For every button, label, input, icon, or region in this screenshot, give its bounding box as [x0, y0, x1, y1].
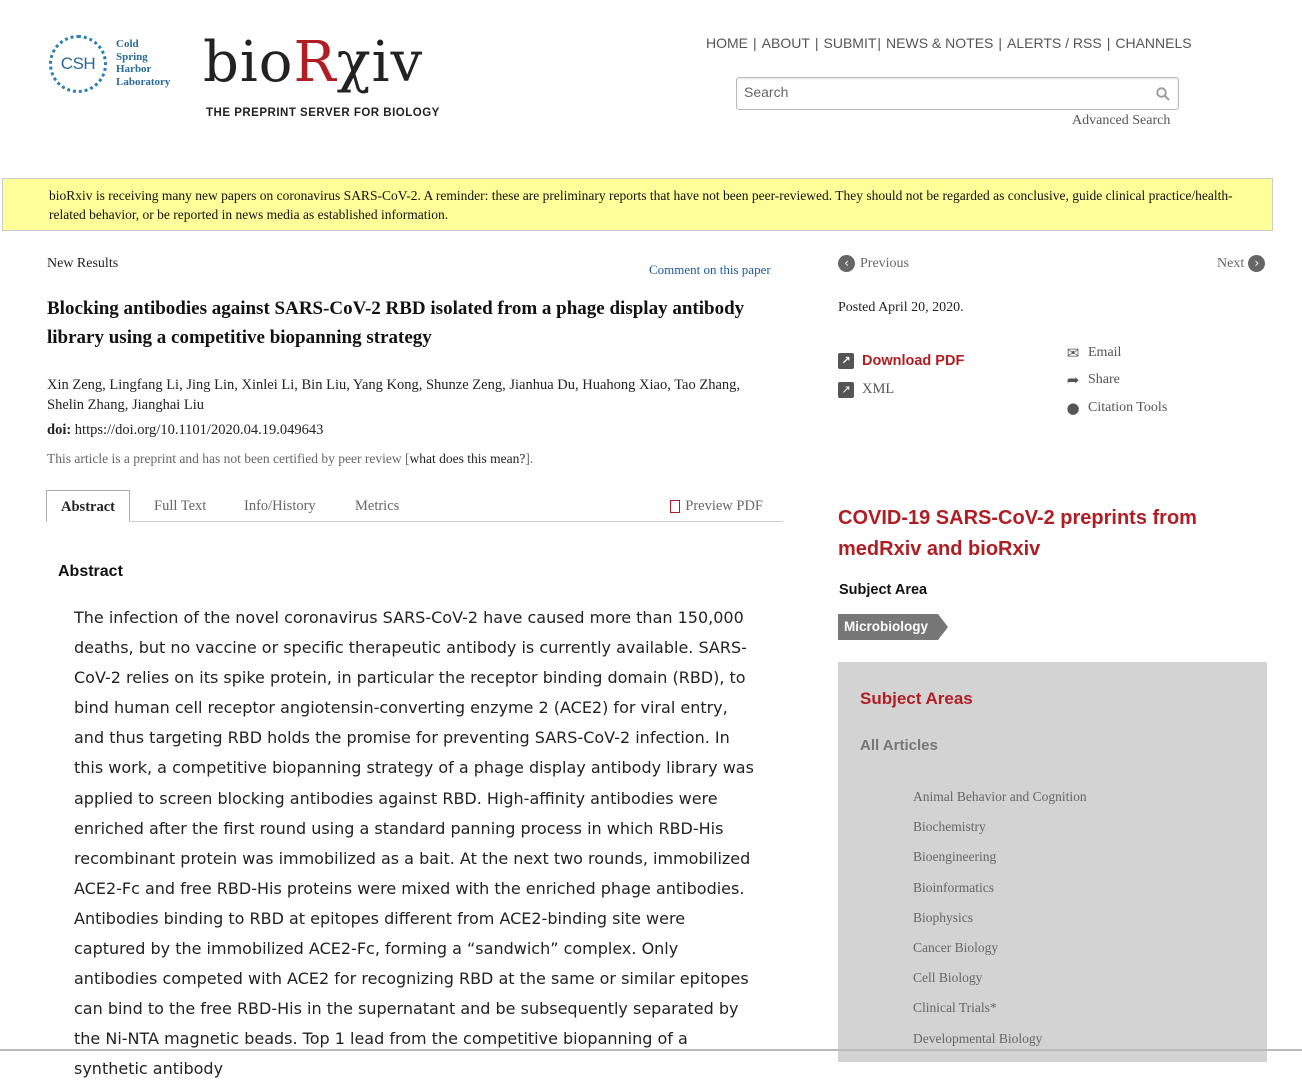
csh-line: Spring [116, 50, 148, 63]
csh-logo-circle [49, 35, 107, 93]
nav-channels[interactable]: CHANNELS [1115, 35, 1192, 51]
brand-part: χiv [336, 30, 424, 95]
xml-link[interactable] [838, 381, 894, 398]
nav-separator: | [1106, 35, 1111, 51]
download-pdf-label: Download PDF [862, 353, 965, 369]
subject-area-item [913, 903, 1087, 933]
subject-area-link[interactable]: Biophysics [913, 909, 974, 925]
posted-date: Posted April 20, 2020. [838, 300, 964, 315]
paper-title: Blocking antibodies against SARS-CoV-2 RBD isolated from a phage display antibody library using a competitive biopanning strategy [47, 298, 745, 348]
article-tabs [46, 490, 783, 522]
brand-r: R [293, 30, 337, 95]
citation-tools-label: Citation Tools [1088, 400, 1168, 415]
subject-area-link[interactable]: Cancer Biology [913, 940, 999, 956]
subject-area-item [913, 873, 1087, 903]
citation-tools-button[interactable] [1064, 399, 1167, 417]
csh-logo[interactable] [49, 35, 170, 93]
preview-pdf-link[interactable] [670, 490, 763, 522]
nav-separator: | [877, 35, 882, 51]
next-label: Next [1217, 255, 1245, 271]
chevron-right-icon: › [1248, 255, 1265, 272]
search-icon[interactable] [1156, 87, 1170, 101]
all-articles-link[interactable]: All Articles [860, 737, 938, 754]
brand-wordmark [203, 30, 440, 96]
subject-area-link[interactable]: Cell Biology [913, 970, 983, 986]
doi-line [47, 422, 323, 439]
nav-home[interactable]: HOME [706, 35, 748, 51]
csh-line: Harbor [116, 63, 152, 75]
brand-tagline: THE PREPRINT SERVER FOR BIOLOGY [206, 107, 440, 119]
covid-notice-banner: bioRxiv is receiving many new papers on coronavirus SARS-CoV-2. A reminder: these are preliminary reports that have not been peer-reviewed. They should not be regarded as conclusive, guide clinical practice/health-related behavior, or be reported in news media as established information. [2, 178, 1273, 231]
csh-abbr: CSH [60, 54, 96, 73]
article-section-label: New Results [47, 256, 119, 271]
site-header [0, 0, 1302, 170]
csh-line: Cold [116, 38, 139, 50]
biorxiv-logo[interactable] [203, 30, 440, 119]
author-list: Xin Zeng, Lingfang Li, Jing Lin, Xinlei Li, Bin Liu, Yang Kong, Shunze Zeng, Jianhua Du, Huahong Xiao, Tao Zhang, Shelin Zhang, Jianghai Liu [47, 377, 741, 413]
subject-area-item [913, 812, 1087, 842]
xml-label: XML [862, 381, 895, 397]
nav-separator: | [753, 35, 757, 51]
tab-info-history[interactable]: Info/History [244, 498, 316, 514]
brand-part: bio [203, 30, 294, 95]
subject-area-list [913, 782, 1087, 1054]
tab-abstract[interactable]: Abstract [46, 490, 130, 522]
subject-area-item [913, 782, 1087, 812]
preprint-note-end: ]. [525, 451, 534, 466]
subject-area-item [913, 933, 1087, 963]
window-bottom-border [0, 1049, 1302, 1051]
subject-area-label: Subject Area [839, 582, 928, 598]
share-button[interactable] [1064, 371, 1120, 389]
what-does-this-mean-link[interactable]: what does this mean? [409, 451, 526, 466]
globe-icon: ● [1066, 399, 1080, 417]
nav-news-notes[interactable]: NEWS & NOTES [886, 35, 994, 51]
subject-badge-microbiology[interactable]: Microbiology [838, 614, 938, 640]
next-article-link[interactable] [1217, 255, 1265, 272]
subject-area-link[interactable]: Clinical Trials* [913, 1000, 997, 1016]
preprint-note-text: This article is a preprint and has not been certified by peer review [ [47, 451, 410, 466]
top-nav [706, 35, 1192, 51]
subject-area-link[interactable]: Biochemistry [913, 819, 986, 835]
share-label: Share [1088, 372, 1120, 387]
subject-area-item [913, 842, 1087, 872]
subject-area-item [913, 963, 1087, 993]
advanced-search-link[interactable]: Advanced Search [1072, 113, 1171, 128]
csh-logo-text [116, 38, 170, 88]
abstract-heading: Abstract [58, 563, 123, 580]
nav-separator: | [998, 35, 1003, 51]
previous-label: Previous [860, 255, 909, 271]
download-pdf-button[interactable] [838, 353, 964, 369]
doi-link[interactable]: https://doi.org/10.1101/2020.04.19.049643 [74, 422, 324, 438]
search-input[interactable] [744, 84, 1144, 100]
subject-areas-title: Subject Areas [860, 689, 973, 708]
nav-about[interactable]: ABOUT [761, 35, 810, 51]
abstract-text: The infection of the novel coronavirus SARS-CoV-2 have caused more than 150,000 deaths, but no vaccine or specific therapeutic antibody is currently available. SARS-CoV-2 relies on its spike protein, in particular the receptor binding domain (RBD), to bind human cell receptor angiotensin-converting enzyme 2 (ACE2) for viral entry, and thus targeting RBD holds the promise for preventing SARS-CoV-2 infection. In this work, a competitive biopanning strategy of a phage display antibody library was applied to screen blocking antibodies against RBD. High-affinity antibodies were enriched after the first round using a standard panning process in which RBD-His recombinant protein was immobilized as a bait. At the next two rounds, immobilized ACE2-Fc and free RBD-His proteins were mixed with the enriched phage antibodies. Antibodies binding to RBD at epitopes different from ACE2-binding site were captured by the immobilized ACE2-Fc, forming a “sandwich” complex. Only antibodies competed with ACE2 for recognizing RBD at the same or similar epitopes can bind to the free RBD-His in the supernatant and be subsequently separated by the Ni-NTA magnetic beads. Top 1 lead from the competitive biopanning of a synthetic antibody [74, 608, 754, 1079]
csh-line: Laboratory [116, 75, 171, 88]
tab-metrics[interactable]: Metrics [355, 498, 400, 514]
subject-area-link[interactable]: Developmental Biology [913, 1030, 1043, 1046]
subject-area-link[interactable]: Bioinformatics [913, 879, 994, 895]
subject-area-link[interactable]: Bioengineering [913, 849, 997, 865]
subject-areas-panel [838, 662, 1267, 1062]
chevron-left-icon: ‹ [838, 255, 855, 272]
covid-preprints-link[interactable]: COVID-19 SARS-CoV-2 preprints from medRxiv and bioRxiv [838, 507, 1197, 560]
external-link-icon: ↗ [838, 353, 854, 369]
email-label: Email [1088, 345, 1122, 360]
comment-link[interactable]: Comment on this paper [649, 262, 771, 277]
pdf-file-icon [670, 500, 680, 513]
nav-separator: | [814, 35, 819, 51]
previous-article-link[interactable] [838, 255, 909, 272]
preprint-note [47, 451, 533, 467]
envelope-icon: ✉ [1066, 344, 1080, 362]
search-box [736, 77, 1179, 110]
external-link-icon: ↗ [838, 382, 854, 398]
doi-label: doi: [47, 422, 72, 438]
preview-pdf-label: Preview PDF [685, 498, 763, 514]
subject-area-item [913, 993, 1087, 1023]
subject-area-link[interactable]: Animal Behavior and Cognition [913, 789, 1087, 804]
tab-full-text[interactable]: Full Text [154, 498, 207, 514]
email-button[interactable] [1064, 344, 1121, 362]
nav-alerts-rss[interactable]: ALERTS / RSS [1007, 35, 1102, 51]
share-arrow-icon: ➦ [1066, 371, 1080, 389]
nav-submit[interactable]: SUBMIT [823, 35, 877, 51]
